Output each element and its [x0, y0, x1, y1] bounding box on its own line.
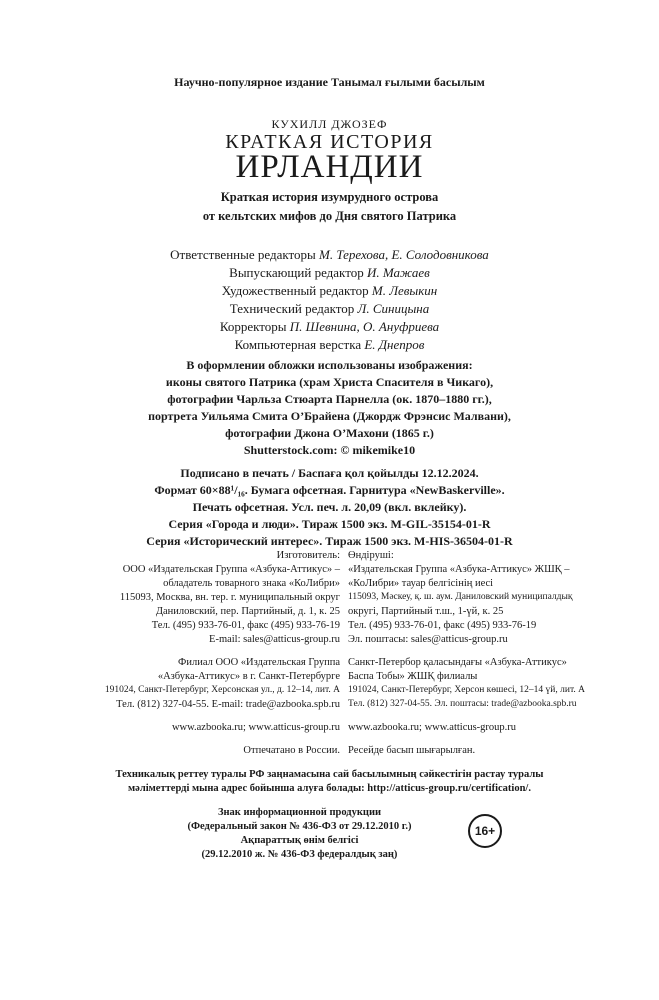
author-name: КУХИЛЛ ДЖОЗЕФ [271, 117, 388, 131]
cover-note: портрета Уильяма Смита О’Брайена (Джордж Фрэнсис Малвани), [148, 409, 511, 423]
credit-line [0, 337, 659, 353]
credit-name: Л. Синицына [357, 301, 430, 316]
publisher-left-line: ООО «Издательская Группа «Азбука-Аттикус» – [122, 564, 340, 575]
age-sign-line: Ақпараттық өнім белгісі [240, 835, 359, 846]
publisher-left-line: обладатель товарного знака «КоЛибри» [163, 578, 340, 589]
branch-left-line: 191024, Санкт-Петербург, Херсонская ул., д. 12–14, лит. А [104, 685, 340, 695]
printed-in-left: Отпечатано в России. [243, 745, 340, 756]
credit-name: М. Терехова, Е. Солодовникова [319, 247, 489, 262]
print-info: Серия «Исторический интерес». Тираж 1500 экз. M-HIS-36504-01-R [146, 534, 513, 548]
kz-notice: Техникалық реттеу туралы РФ заңнамасына сай басылымның сәйкестігін растау туралы [115, 769, 544, 780]
branch-left-line: Тел. (812) 327-04-55. E-mail: trade@azbooka.spb.ru [116, 699, 340, 710]
publisher-right-line: Тел. (495) 933-76-01, факс (495) 933-76-19 [348, 620, 537, 631]
publisher-right-line: «Издательская Группа «Азбука-Аттикус» ЖШҚ – [348, 564, 570, 575]
cover-note: В оформлении обложки использованы изображения: [186, 358, 473, 372]
cover-note: фотографии Чарльза Стюарта Парнелла (ок. 1870–1880 гг.), [167, 392, 492, 406]
credit-line [0, 301, 659, 317]
title-line2: ИРЛАНДИИ [235, 149, 424, 185]
credit-role: Ответственные редакторы [170, 247, 316, 262]
series-label: Научно-популярное издание Танымал ғылыми басылым [174, 75, 485, 89]
print-info: Формат 60×88¹/₁₆. Бумага офсетная. Гарнитура «NewBaskerville». [154, 483, 505, 497]
web-right: www.azbooka.ru; www.atticus-group.ru [348, 722, 517, 733]
publisher-left-line: Тел. (495) 933-76-01, факс (495) 933-76-19 [151, 620, 340, 631]
branch-right-line: 191024, Санкт-Петербург, Херсон көшесі, 12–14 үй, лит. А [348, 685, 586, 695]
printed-in-right: Ресейде басып шығарылған. [348, 745, 476, 756]
age-rating-badge: 16+ [468, 814, 502, 848]
credit-role: Корректоры [219, 319, 287, 334]
age-sign-line: Знак информационной продукции [217, 807, 382, 818]
publisher-left-line: Изготовитель: [276, 550, 340, 561]
credit-line [0, 283, 659, 299]
print-info: Подписано в печать / Баспаға қол қойылды 12.12.2024. [180, 466, 479, 480]
credit-line [0, 319, 659, 335]
credit-line [0, 247, 659, 263]
credit-role: Выпускающий редактор [229, 265, 364, 280]
credit-role: Компьютерная верстка [234, 337, 362, 352]
publisher-left-line: 115093, Москва, вн. тер. г. муниципальный округ [119, 592, 340, 603]
publisher-right-line: «КоЛибри» тауар белгісінің иесі [348, 578, 494, 589]
publisher-right-line: Өндіруші: [348, 550, 394, 561]
credit-role: Художественный редактор [221, 283, 369, 298]
kz-notice: мәліметтерді мына адрес бойынша алуға болады: http://atticus-group.ru/certification/. [128, 783, 531, 794]
cover-note: иконы святого Патрика (храм Христа Спасителя в Чикаго), [165, 375, 494, 389]
cover-note: фотографии Джона О’Махони (1865 г.) [225, 426, 434, 440]
subtitle-line-1: Краткая история изумрудного острова [220, 190, 439, 204]
cover-note: Shutterstock.com: © mikemike10 [243, 443, 416, 457]
branch-left-line: Филиал ООО «Издательская Группа [178, 657, 340, 668]
branch-left-line: «Азбука-Аттикус» в г. Санкт-Петербурге [157, 671, 340, 682]
publisher-left-line: Даниловский, пер. Партийный, д. 1, к. 25 [155, 606, 340, 617]
branch-right-line: Баспа Тобы» ЖШҚ филиалы [348, 671, 478, 682]
credit-name: И. Мажаев [366, 265, 430, 280]
title-line1: КРАТКАЯ ИСТОРИЯ [225, 131, 434, 153]
age-sign-line: (Федеральный закон № 436-ФЗ от 29.12.2010 г.) [187, 821, 412, 832]
print-info: Серия «Города и люди». Тираж 1500 экз. M-GIL-35154-01-R [168, 517, 491, 531]
subtitle-line-2: от кельтских мифов до Дня святого Патрика [202, 209, 457, 223]
branch-right-line: Санкт-Петербор қаласындағы «Азбука-Аттикус» [348, 657, 567, 668]
credit-name: П. Шевнина, О. Ануфриева [289, 319, 440, 334]
publisher-right-line: 115093, Мәскеу, қ. ш. аум. Даниловский муниципалдық [348, 592, 573, 602]
publisher-left-line: E-mail: sales@atticus-group.ru [209, 634, 340, 645]
publisher-right-line: округі, Партийный т.ш., 1-үй, к. 25 [348, 606, 504, 617]
publisher-right-line: Эл. поштасы: sales@atticus-group.ru [348, 634, 508, 645]
branch-right-line: Тел. (812) 327-04-55. Эл. поштасы: trade@azbooka.spb.ru [348, 699, 577, 709]
credit-name: М. Левыкин [371, 283, 438, 298]
credit-role: Технический редактор [229, 301, 355, 316]
age-sign-line: (29.12.2010 ж. № 436-ФЗ федералдық заң) [201, 849, 398, 860]
credit-name: Е. Днепров [364, 337, 425, 352]
web-left: www.azbooka.ru; www.atticus-group.ru [171, 722, 340, 733]
credit-line [0, 265, 659, 281]
print-info: Печать офсетная. Усл. печ. л. 20,09 (вкл. вклейку). [192, 500, 467, 514]
